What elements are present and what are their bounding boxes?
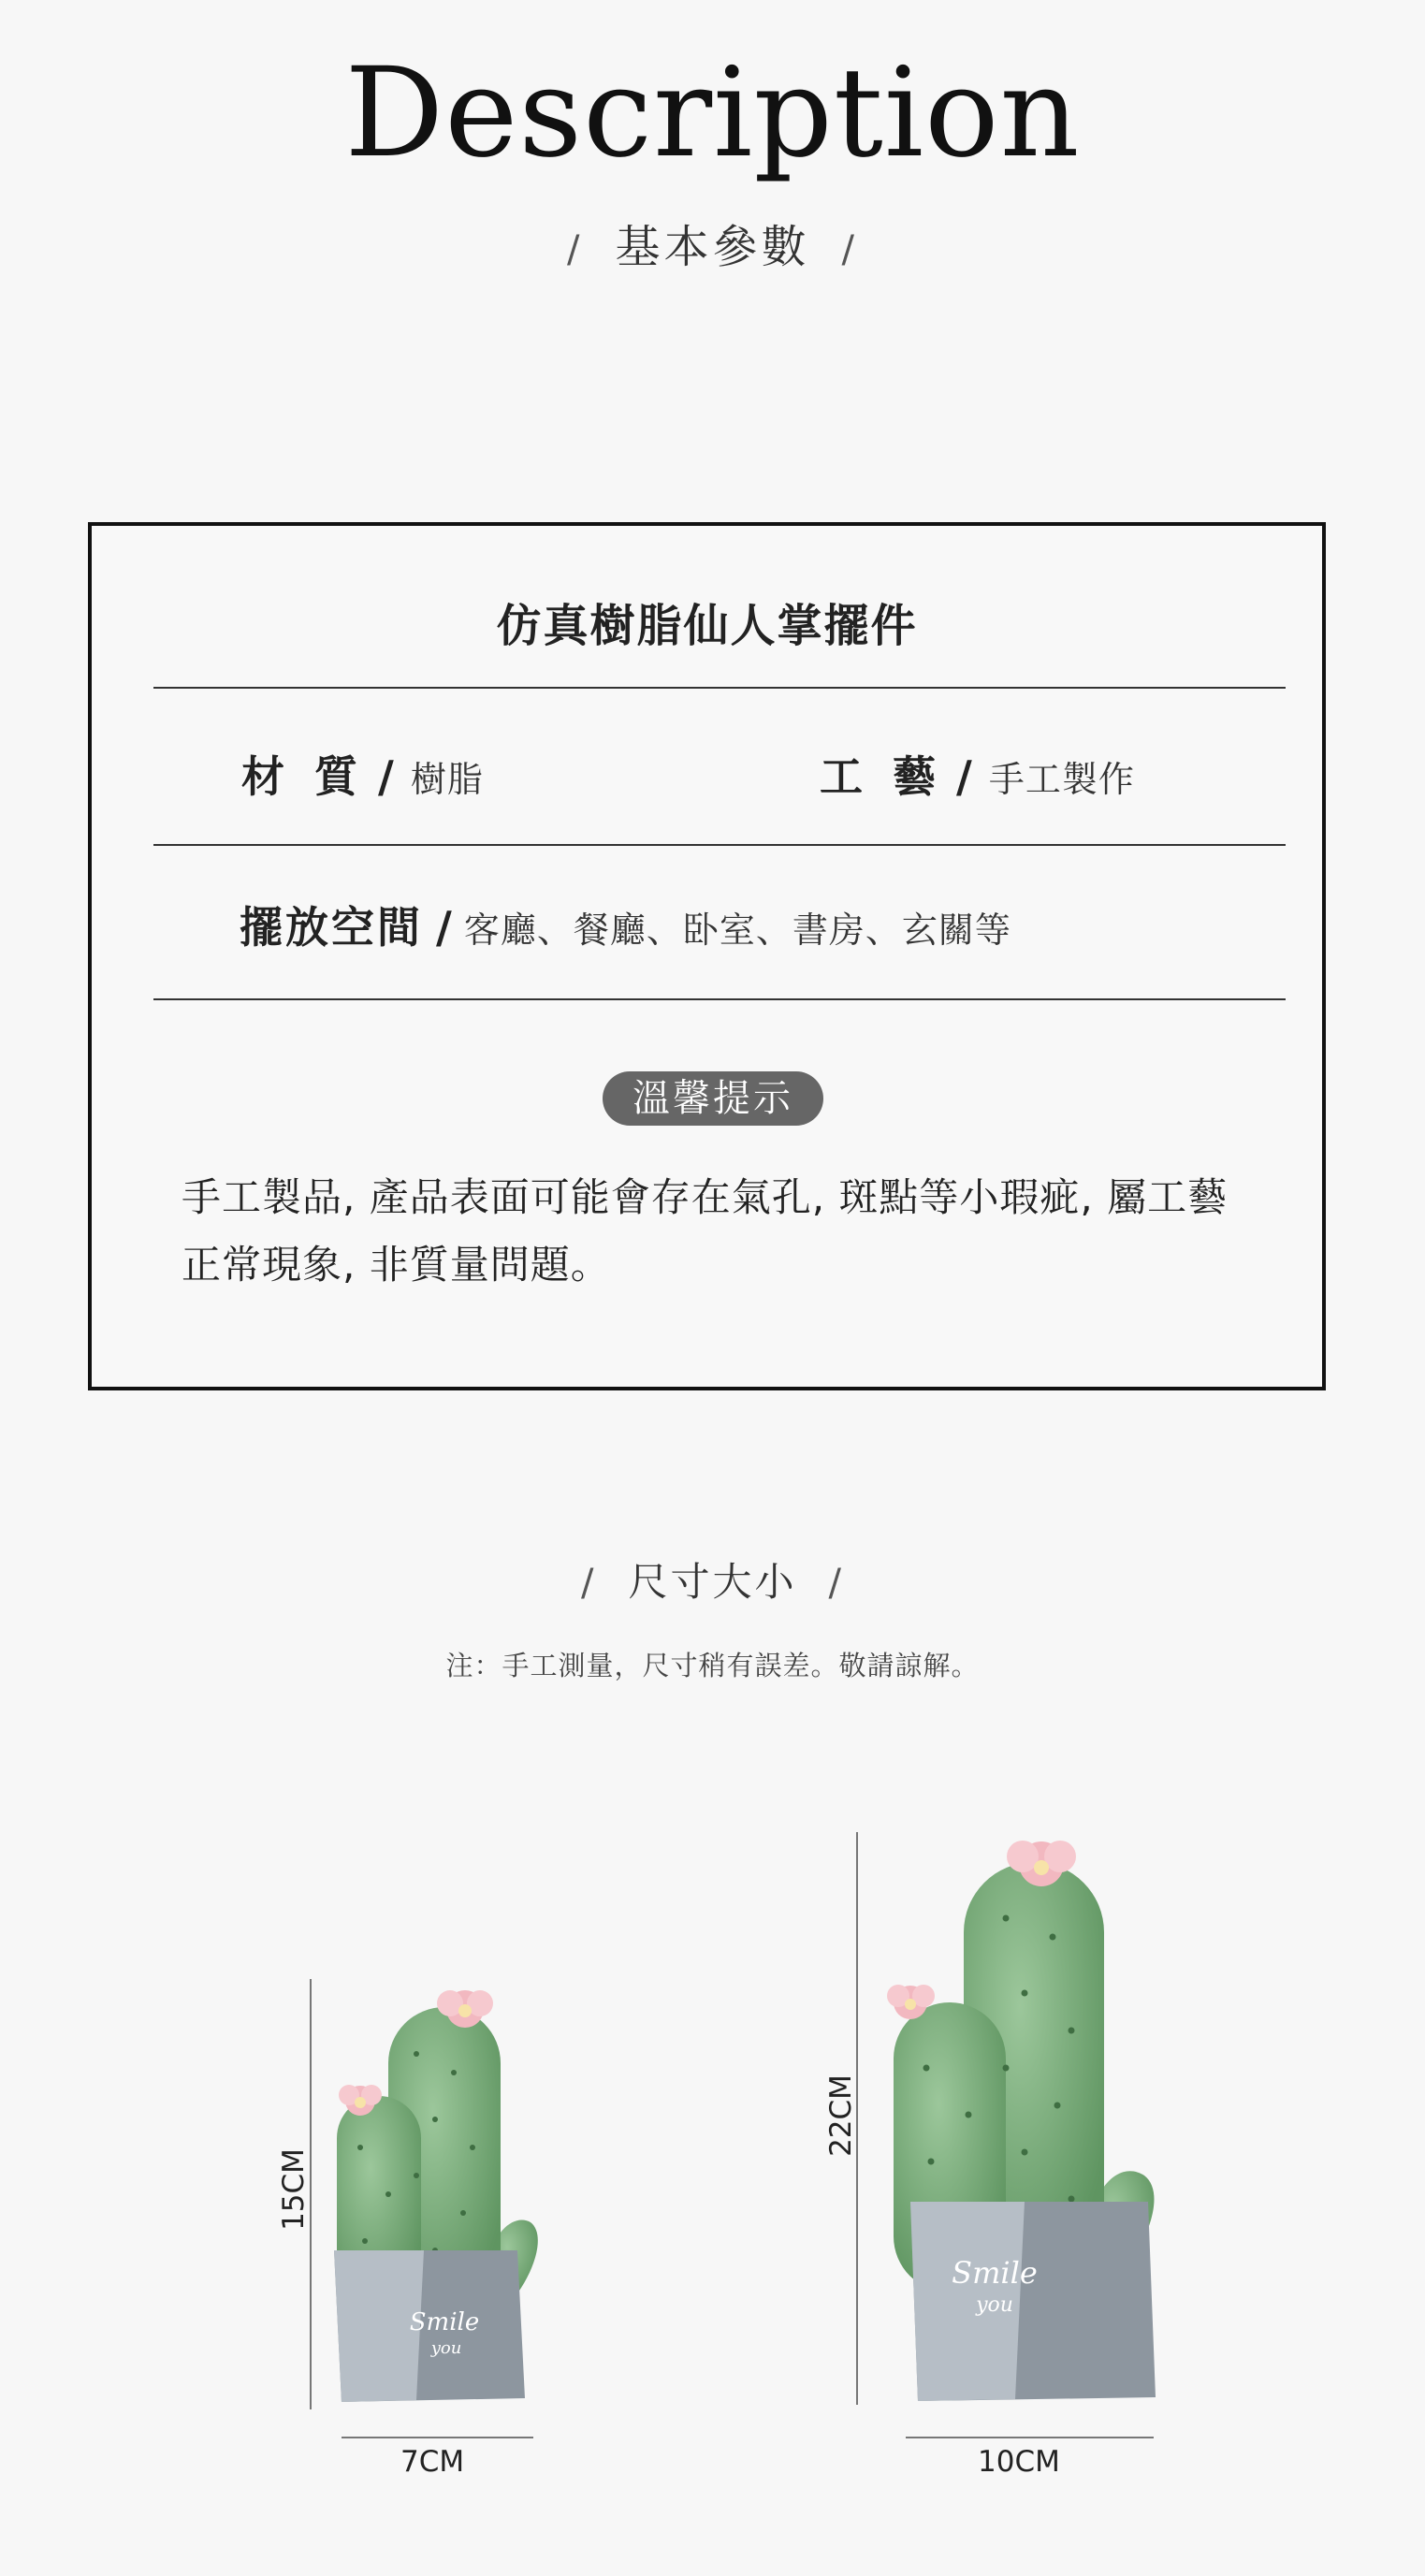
size-heading-text: 尺寸大小	[628, 1559, 797, 1605]
placement-separator: /	[436, 902, 455, 953]
large-width-label: 10CM	[978, 2445, 1060, 2479]
small-pot-text-2: you	[430, 2338, 462, 2358]
tip-line-2: 正常現象, 非質量問題。	[182, 1242, 611, 1288]
slash-right: /	[828, 1562, 844, 1605]
divider	[153, 998, 1286, 1000]
size-heading	[0, 1551, 1425, 1608]
material-label: 材 質	[241, 751, 366, 802]
tip-badge: 溫馨提示	[603, 1071, 823, 1126]
spec-material	[241, 743, 484, 805]
subtitle-text: 基本參數	[615, 221, 810, 273]
divider	[153, 687, 1286, 689]
craft-separator: /	[956, 751, 980, 802]
material-separator: /	[378, 751, 401, 802]
placement-label: 擺放空間	[240, 902, 423, 953]
spec-box	[88, 522, 1326, 1390]
craft-label: 工 藝	[820, 751, 944, 802]
spec-craft	[820, 743, 1135, 805]
tip-text	[182, 1164, 1248, 1299]
large-pot-text-1: Smile	[952, 2255, 1038, 2291]
small-width-label: 7CM	[400, 2445, 465, 2479]
product-name: 仿真樹脂仙人掌擺件	[496, 600, 918, 652]
large-width-line	[906, 2437, 1154, 2438]
large-pot-text-2: you	[976, 2293, 1013, 2317]
slash-left: /	[581, 1562, 597, 1605]
large-cactus-image	[884, 1825, 1184, 2405]
tip-line-1: 手工製品, 產品表面可能會存在氣孔, 斑點等小瑕疵, 屬工藝	[182, 1174, 1229, 1220]
small-cactus-image	[323, 1970, 566, 2419]
large-height-label: 22CM	[823, 2074, 858, 2157]
spec-placement	[240, 894, 1011, 955]
small-width-line	[342, 2437, 533, 2438]
small-height-label: 15CM	[276, 2148, 311, 2231]
size-note: 注：手工測量，尺寸稍有誤差。敬請諒解。	[445, 1650, 980, 1681]
material-value: 樹脂	[410, 759, 484, 800]
page-subtitle	[0, 211, 1425, 275]
placement-value: 客廳、餐廳、卧室、書房、玄關等	[463, 910, 1011, 951]
slash-right: /	[841, 228, 858, 271]
page-title: Description	[344, 41, 1081, 185]
slash-left: /	[567, 228, 584, 271]
divider	[153, 844, 1286, 846]
small-pot-text-1: Smile	[409, 2308, 480, 2336]
craft-value: 手工製作	[988, 759, 1135, 800]
